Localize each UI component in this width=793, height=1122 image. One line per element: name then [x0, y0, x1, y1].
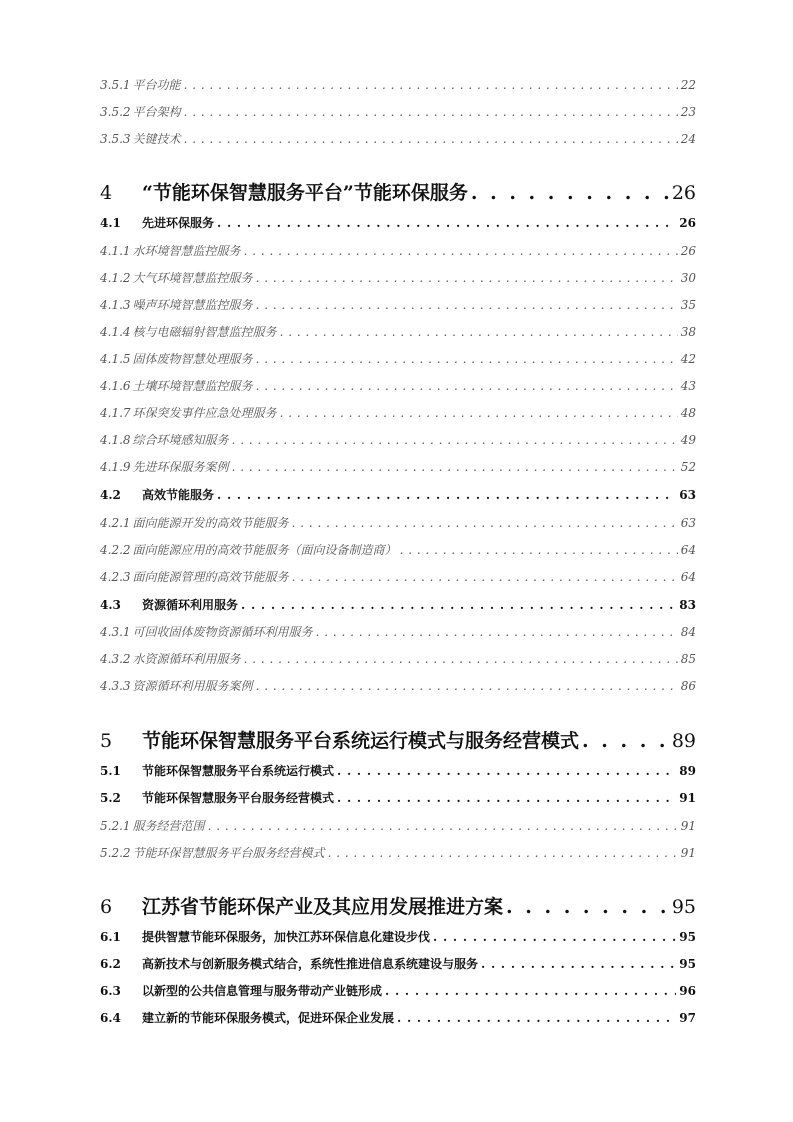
entry-number: 5.2.2	[100, 846, 131, 860]
page-number: 96	[679, 984, 696, 998]
toc-entry[interactable]	[100, 350, 696, 368]
chapter-number: 5	[100, 730, 113, 752]
toc-entry[interactable]	[100, 650, 696, 668]
dot-leader	[217, 488, 676, 502]
entry-title: 核与电磁辐射智慧监控服务	[132, 325, 277, 339]
toc-entry[interactable]	[100, 404, 696, 422]
entry-title: 水环境智慧监控服务	[132, 244, 241, 258]
dot-leader	[232, 433, 678, 447]
entry-title: 固体废物智慧处理服务	[132, 352, 253, 366]
toc-section[interactable]	[100, 789, 696, 807]
toc-entry[interactable]	[100, 76, 696, 94]
entry-number: 5.2.1	[100, 819, 131, 833]
entry-title: 土壤环境智慧监控服务	[132, 379, 253, 393]
toc-entry[interactable]	[100, 269, 696, 287]
entry-number: 3.5.1	[100, 78, 131, 92]
dot-leader	[244, 652, 678, 666]
dot-leader	[184, 105, 678, 119]
dot-leader	[337, 764, 676, 778]
page-number: 49	[680, 433, 696, 447]
dot-leader	[280, 406, 678, 420]
dot-leader	[292, 570, 678, 584]
dot-leader	[481, 957, 676, 971]
entry-number: 3.5.2	[100, 105, 131, 119]
toc-chapter[interactable]	[100, 892, 696, 918]
chapter-number: 6	[100, 896, 113, 918]
toc-section[interactable]	[100, 928, 696, 946]
entry-title: 先进环保服务案例	[132, 460, 229, 474]
page-number: 91	[679, 791, 696, 805]
entry-number: 4.3.1	[100, 625, 131, 639]
page-number: 64	[680, 570, 696, 584]
dot-leader	[208, 819, 678, 833]
toc-section[interactable]	[100, 214, 696, 232]
page-number: 89	[679, 764, 696, 778]
page-number: 63	[680, 516, 696, 530]
page-number: 42	[680, 352, 696, 366]
dot-leader	[400, 543, 678, 557]
toc-entry[interactable]	[100, 130, 696, 148]
toc-section[interactable]	[100, 1009, 696, 1027]
page-number: 38	[680, 325, 696, 339]
dot-leader	[241, 598, 676, 612]
page-number: 83	[679, 598, 696, 612]
dot-leader	[217, 216, 676, 230]
entry-title: 综合环境感知服务	[132, 433, 229, 447]
section-number: 4.2	[100, 488, 121, 502]
section-title: 建立新的节能环保服务模式，促进环保企业发展	[142, 1011, 395, 1025]
page-number: 89	[671, 730, 696, 752]
toc-entry[interactable]	[100, 568, 696, 586]
section-title: 高效节能服务	[142, 488, 215, 502]
toc-entry[interactable]	[100, 242, 696, 260]
entry-number: 4.1.1	[100, 244, 131, 258]
page-number: 91	[680, 819, 696, 833]
dot-leader	[328, 846, 678, 860]
page-number: 95	[679, 930, 696, 944]
entry-number: 4.2.1	[100, 516, 131, 530]
entry-number: 4.2.3	[100, 570, 131, 584]
section-title: 先进环保服务	[142, 216, 215, 230]
page-number: 22	[680, 78, 696, 92]
toc-chapter[interactable]	[100, 726, 696, 752]
page-number: 86	[680, 679, 696, 693]
page-number: 63	[679, 488, 696, 502]
toc-entry[interactable]	[100, 431, 696, 449]
dot-leader	[256, 352, 678, 366]
toc-entry[interactable]	[100, 323, 696, 341]
toc-section[interactable]	[100, 955, 696, 973]
section-title: 提供智慧节能环保服务，加快江苏环保信息化建设步伐	[142, 930, 431, 944]
entry-title: 平台架构	[132, 105, 181, 119]
section-title: 高新技术与创新服务模式结合，系统性推进信息系统建设与服务	[142, 957, 479, 971]
section-number: 4.3	[100, 598, 121, 612]
dot-leader	[256, 271, 678, 285]
toc-entry[interactable]	[100, 844, 696, 862]
toc-entry[interactable]	[100, 541, 696, 559]
page-number: 35	[680, 298, 696, 312]
dot-leader	[256, 679, 678, 693]
dot-leader	[316, 625, 678, 639]
entry-title: 噪声环境智慧监控服务	[132, 298, 253, 312]
entry-number: 4.1.9	[100, 460, 131, 474]
entry-title: 资源循环利用服务案例	[132, 679, 253, 693]
page-number: 64	[680, 543, 696, 557]
dot-leader	[244, 244, 678, 258]
dot-leader	[582, 730, 669, 752]
page-number: 43	[680, 379, 696, 393]
dot-leader	[337, 791, 676, 805]
page-number: 85	[680, 652, 696, 666]
toc-entry[interactable]	[100, 817, 696, 835]
chapter-title: 江苏省节能环保产业及其应用发展推进方案	[142, 896, 504, 918]
entry-title: 面向能源开发的高效节能服务	[132, 516, 289, 530]
section-title: 资源循环利用服务	[142, 598, 239, 612]
entry-number: 3.5.3	[100, 132, 131, 146]
section-title: 节能环保智慧服务平台系统运行模式	[142, 764, 335, 778]
entry-title: 可回收固体废物资源循环利用服务	[132, 625, 313, 639]
entry-title: 环保突发事件应急处理服务	[132, 406, 277, 420]
page-number: 97	[679, 1011, 696, 1025]
entry-number: 4.1.5	[100, 352, 131, 366]
section-number: 5.1	[100, 764, 121, 778]
dot-leader	[256, 298, 678, 312]
section-number: 5.2	[100, 791, 121, 805]
page-number: 95	[671, 896, 696, 918]
chapter-number: 4	[100, 182, 113, 204]
section-number: 6.2	[100, 957, 121, 971]
dot-leader	[397, 1011, 676, 1025]
dot-leader	[506, 896, 669, 918]
entry-number: 4.1.7	[100, 406, 131, 420]
dot-leader	[385, 984, 676, 998]
entry-number: 4.3.2	[100, 652, 131, 666]
section-number: 6.3	[100, 984, 121, 998]
page-number: 26	[679, 216, 696, 230]
page-number: 84	[680, 625, 696, 639]
toc-section[interactable]	[100, 486, 696, 504]
page-number: 26	[671, 182, 696, 204]
page-number: 26	[680, 244, 696, 258]
dot-leader	[184, 132, 678, 146]
entry-title: 大气环境智慧监控服务	[132, 271, 253, 285]
toc-entry[interactable]	[100, 377, 696, 395]
toc-entry[interactable]	[100, 296, 696, 314]
page-number: 48	[680, 406, 696, 420]
dot-leader	[433, 930, 676, 944]
section-number: 6.4	[100, 1011, 121, 1025]
toc-section[interactable]	[100, 982, 696, 1000]
chapter-title: “节能环保智慧服务平台”节能环保服务	[142, 182, 468, 204]
section-title: 以新型的公共信息管理与服务带动产业链形成	[142, 984, 383, 998]
section-title: 节能环保智慧服务平台服务经营模式	[142, 791, 335, 805]
entry-title: 面向能源管理的高效节能服务	[132, 570, 289, 584]
page-number: 91	[680, 846, 696, 860]
entry-number: 4.1.6	[100, 379, 131, 393]
entry-title: 服务经营范围	[132, 819, 205, 833]
page-number: 30	[680, 271, 696, 285]
page-number: 52	[680, 460, 696, 474]
toc-entry[interactable]	[100, 514, 696, 532]
dot-leader	[280, 325, 678, 339]
entry-title: 平台功能	[132, 78, 181, 92]
dot-leader	[471, 182, 669, 204]
dot-leader	[232, 460, 678, 474]
entry-number: 4.1.2	[100, 271, 131, 285]
toc-entry[interactable]	[100, 677, 696, 695]
section-number: 4.1	[100, 216, 121, 230]
toc-chapter[interactable]	[100, 178, 696, 204]
toc-entry[interactable]	[100, 103, 696, 121]
entry-number: 4.1.3	[100, 298, 131, 312]
toc-section[interactable]	[100, 762, 696, 780]
entry-title: 面向能源应用的高效节能服务（面向设备制造商）	[132, 543, 397, 557]
section-number: 6.1	[100, 930, 121, 944]
page-number: 24	[680, 132, 696, 146]
entry-title: 水资源循环利用服务	[132, 652, 241, 666]
dot-leader	[256, 379, 678, 393]
toc-entry[interactable]	[100, 623, 696, 641]
toc-entry[interactable]	[100, 458, 696, 476]
entry-number: 4.2.2	[100, 543, 131, 557]
entry-title: 节能环保智慧服务平台服务经营模式	[132, 846, 325, 860]
page-number: 23	[680, 105, 696, 119]
dot-leader	[292, 516, 678, 530]
entry-number: 4.3.3	[100, 679, 131, 693]
entry-number: 4.1.8	[100, 433, 131, 447]
page-number: 95	[679, 957, 696, 971]
entry-title: 关键技术	[132, 132, 181, 146]
chapter-title: 节能环保智慧服务平台系统运行模式与服务经营模式	[142, 730, 580, 752]
entry-number: 4.1.4	[100, 325, 131, 339]
dot-leader	[184, 78, 678, 92]
toc-section[interactable]	[100, 596, 696, 614]
